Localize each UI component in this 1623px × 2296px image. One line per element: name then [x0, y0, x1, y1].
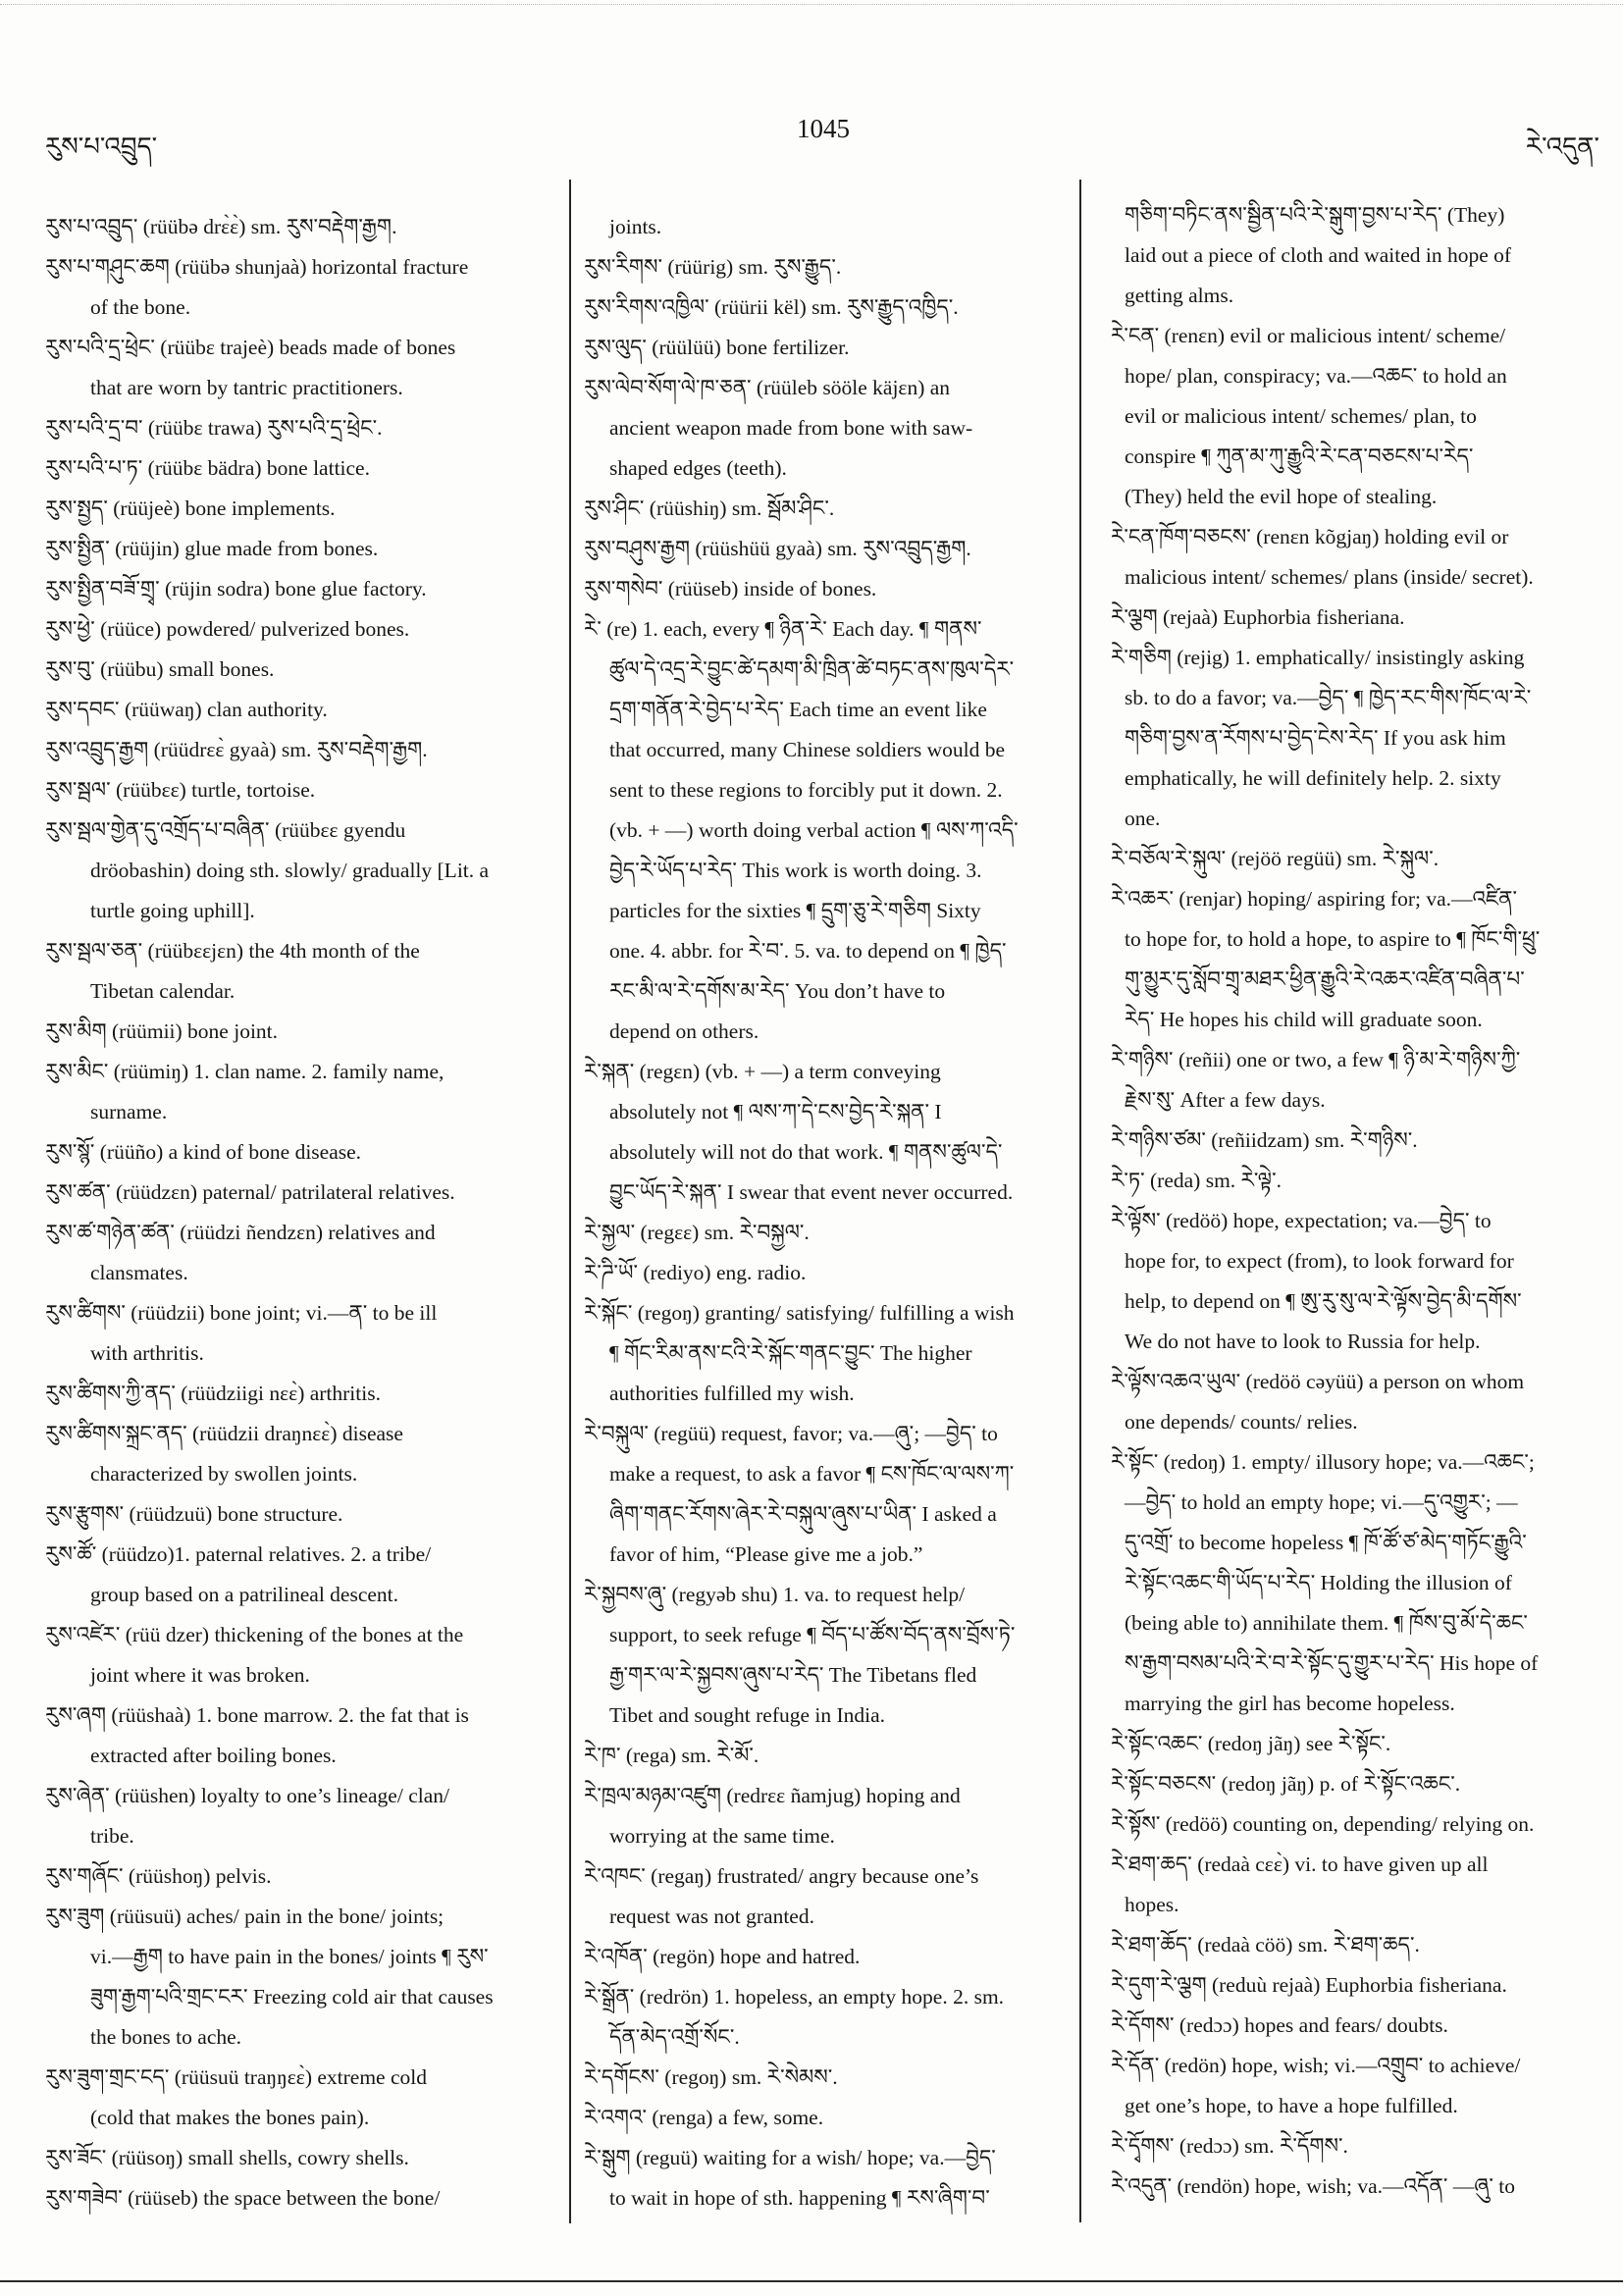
entry-continuation-line: evil or malicious intent/ schemes/ plan, to [1125, 404, 1477, 428]
entry-headword-line: རུས་འཛེར་ (rüü dzer) thickening of the bones at the [45, 1623, 464, 1646]
entry-headword-line: རེ་སྐྱབས་ཞུ་ (regyəb shu) 1. va. to request help/ [584, 1583, 966, 1606]
entry-headword-line: རུས་ཟུག (rüüsuü) aches/ pain in the bone/ joints; [45, 1905, 445, 1928]
dictionary-entry [45, 730, 559, 770]
entry-headword-line: རེ་སྒྲོན་ (redrön) 1. hopeless, an empty hope. 2. sm. [584, 1985, 1005, 2009]
entry-headword-line: རུས་དབང་ (rüüwaŋ) clan authority. [45, 698, 328, 721]
column-divider [1079, 180, 1081, 2222]
dictionary-entry [45, 690, 559, 730]
entry-continuation-line: joints. [609, 215, 662, 238]
entry-headword-line: རུས་གསེབ་ (rüüseb) inside of bones. [584, 577, 877, 600]
entry-headword-line: རེ་གཅིག (rejig) 1. emphatically/ insistingly asking [1111, 646, 1525, 669]
dictionary-entry [1111, 517, 1606, 598]
dictionary-entry [45, 2058, 559, 2138]
dictionary-entry [584, 1856, 1059, 1937]
entry-headword-line: རུས་མིང་ (rüümiŋ) 1. clan name. 2. family name, [45, 1060, 445, 1083]
entry-headword-line: རེ་བསྐུལ་ (regüü) request, favor; va.—ཞུ་; —བྱེད་ to [584, 1422, 998, 1445]
dictionary-entry [45, 1615, 559, 1696]
entry-headword-line: རུས་རྩུགས་ (rüüdzuü) bone structure. [45, 1502, 343, 1526]
entry-continuation-line: malicious intent/ schemes/ plans (inside/ secret). [1125, 565, 1534, 589]
entry-continuation-line: རང་མི་ལ་རེ་དགོས་མ་རེད་ You don’t have to [609, 979, 946, 1003]
entry-continuation-line: to hope for, to hold a hope, to aspire to ¶ ཁོང་གི་ཕྲུ་ [1125, 927, 1541, 951]
entry-continuation-line: marrying the girl has become hopeless. [1125, 1692, 1455, 1715]
entry-continuation-line: (being able to) annihilate them. ¶ ཁོས་བུ་མོ་དེ་ཆང་ [1125, 1611, 1528, 1635]
entry-continuation-line: emphatically, he will definitely help. 2. sixty [1125, 766, 1501, 790]
column-left [45, 207, 559, 2228]
entry-continuation-line: sb. to do a favor; va.—བྱེད་ ¶ ཁྱེད་རང་གིས་ཁོང་ལ་རེ་ [1125, 686, 1532, 709]
entry-headword-line: རུས་ཚིགས་ཀྱི་ནད་ (rüüdziigi nɛɛ̀) arthritis. [45, 1382, 381, 1405]
dictionary-entry [584, 1414, 1059, 1575]
entry-headword-line: རེ་ཏ་ (reda) sm. རེ་ལྟེ་. [1111, 1169, 1283, 1192]
dictionary-entry [1111, 1804, 1606, 1845]
entry-continuation-line: ཚུལ་དེ་འདྲ་རེ་བྱུང་ཚེ་དམག་མི་ཁྲིན་ཚེ་བཏང་ནས་ཁུལ་དེར་ [609, 657, 1015, 681]
dictionary-entry [1111, 2166, 1606, 2207]
entry-headword-line: རེ་འདུན་ (rendön) hope, wish; va.—འདོན་ —ཞུ་ to [1111, 2174, 1515, 2198]
entry-continuation-line: favor of him, “Please give me a job.” [609, 1542, 923, 1566]
entry-continuation-line: turtle going uphill]. [90, 899, 255, 922]
entry-continuation-line: that occurred, many Chinese soldiers would be [609, 738, 1006, 761]
entry-continuation-line: request was not granted. [609, 1905, 814, 1928]
dictionary-entry [1111, 879, 1606, 1040]
dictionary-entry [1111, 598, 1606, 638]
dictionary-entry [1111, 638, 1606, 839]
entry-headword-line: རུས་ཟོང་ (rüüsoŋ) small shells, cowry shells. [45, 2146, 409, 2169]
entry-headword-line: རེ་ཐག་ཆད་ (redaà cɛɛ̀) vi. to have given up all [1111, 1852, 1489, 1876]
dictionary-entry [45, 1535, 559, 1615]
dictionary-entry [584, 569, 1059, 609]
entry-continuation-line: getting alms. [1125, 284, 1234, 307]
entry-continuation-line: བྱེད་རེ་ཡོད་པ་རེད་ This work is worth doing. 3. [609, 859, 982, 882]
entry-headword-line: རུས་ལུད་ (rüülüü) bone fertilizer. [584, 336, 850, 359]
entry-continuation-line: hope/ plan, conspiracy; va.—འཆང་ to hold an [1125, 364, 1507, 388]
entry-continuation-line: དོན་མེད་འགྲོ་སོང་. [609, 2025, 740, 2049]
entry-continuation-line: to wait in hope of sth. happening ¶ རས་ཞིག་བ་ [609, 2186, 990, 2210]
entry-continuation-line: རྗེས་སུ་ After a few days. [1125, 1088, 1326, 1112]
entry-headword-line: རེ་གཉིས་ཙམ་ (reñiidzam) sm. རེ་གཉིས་. [1111, 1128, 1418, 1152]
entry-headword-line: རུས་ཟུག་གྲང་ངད་ (rüüsuü traŋŋɛɛ̀) extreme cold [45, 2065, 427, 2089]
entry-headword-line: རུས་པའི་པ་ཏ་ (rüübɛ bädra) bone lattice. [45, 456, 370, 480]
running-head-left: རུས་པ་འབྲུད་ [45, 132, 158, 161]
entry-continuation-line: extracted after boiling bones. [90, 1744, 337, 1767]
dictionary-entry [584, 1937, 1059, 1977]
entry-continuation-line: གཅིག་བཏིང་ནས་སྦྱིན་པའི་རེ་སྒུག་བྱས་པ་རེད་ (They) [1125, 203, 1505, 227]
entry-continuation-line: group based on a patrilineal descent. [90, 1583, 399, 1606]
column-right [1111, 195, 1606, 2217]
entry-headword-line: རེ་སྟོས་ (redöö) counting on, depending/ relying on. [1111, 1812, 1535, 1836]
entry-headword-line: རེ་འཁོན་ (regön) hope and hatred. [584, 1945, 861, 1968]
entry-headword-line: རུས་བུ་ (rüübu) small bones. [45, 657, 275, 681]
dictionary-entry [1111, 1925, 1606, 1965]
page-number: 1045 [797, 114, 850, 143]
entry-headword-line: རུས་ཞེན་ (rüüshen) loyalty to one’s lineage/ clan/ [45, 1784, 449, 1807]
entry-continuation-line: རྒྱ་གར་ལ་རེ་སྐྱབས་ཞུས་པ་རེད་ The Tibetans fled [609, 1663, 977, 1687]
entry-continuation-line: clansmates. [90, 1261, 188, 1284]
dictionary-entry [45, 931, 559, 1012]
dictionary-entry [45, 1132, 559, 1173]
entry-headword-line: རེ་འགའ་ (renga) a few, some. [584, 2106, 824, 2129]
entry-headword-line: རུས་པའི་དྲ་ཕྲེང་ (rüübɛ trajeè) beads made of bones [45, 336, 456, 359]
entry-continuation-line: worrying at the same time. [609, 1824, 835, 1848]
entry-continuation-line: authorities fulfilled my wish. [609, 1382, 855, 1405]
dictionary-entry [584, 1575, 1059, 1736]
entry-continuation-line: ཟུག་རྒྱག་པའི་གྲང་ངར་ Freezing cold air that causes [90, 1985, 494, 2009]
entry-continuation-line: vi.—རྒྱག to have pain in the bones/ joints ¶ རུས་ [90, 1945, 489, 1968]
dictionary-entry [45, 1293, 559, 1374]
entry-continuation-line: —བྱེད་ to hold an empty hope; vi.—དུ་འགྱུར་; — [1125, 1490, 1518, 1514]
dictionary-entry [45, 770, 559, 810]
dictionary-entry [1111, 1161, 1606, 1201]
dictionary-entry [45, 489, 559, 529]
column-middle [584, 207, 1059, 2228]
entry-headword-line: རེ་སྐོང་ (regoŋ) granting/ satisfying/ fulfilling a wish [584, 1301, 1015, 1325]
dictionary-entry [584, 2058, 1059, 2098]
column-divider [569, 180, 571, 2223]
continued-entry [1111, 195, 1606, 316]
entry-continuation-line: dröobashin) doing sth. slowly/ gradually [Lit. a [90, 859, 490, 882]
dictionary-entry [1111, 1724, 1606, 1764]
dictionary-entry [45, 529, 559, 569]
dictionary-entry [584, 2098, 1059, 2138]
dictionary-entry [45, 1173, 559, 1213]
dictionary-entry [584, 1977, 1059, 2058]
entry-continuation-line: support, to seek refuge ¶ བོད་པ་ཚོས་བོད་ནས་བྲོས་ཏེ་ [609, 1623, 1016, 1646]
dictionary-entry [584, 1213, 1059, 1253]
dictionary-entry [1111, 1442, 1606, 1724]
dictionary-entry [1111, 839, 1606, 879]
dictionary-entry [45, 448, 559, 489]
entry-headword-line: རེ་སྟོང་བཅངས་ (redoŋ jãŋ) p. of རེ་སྟོང་འཆང་. [1111, 1772, 1461, 1796]
dictionary-entry [45, 1776, 559, 1856]
entry-headword-line: རུས་ལེབ་སོག་ལེ་ཁ་ཅན་ (rüüleb sööle käjɛn) an [584, 376, 951, 399]
entry-continuation-line: conspire ¶ ཀུན་མ་ཀུ་རྒྱུའི་རེ་ངན་བཅངས་པ་རེད་ [1125, 444, 1474, 468]
entry-headword-line: རེ་སྐྱལ་ (regɛɛ) sm. རེ་བསྐྱལ་. [584, 1221, 810, 1244]
entry-continuation-line: རེ་སྟོང་འཆང་གི་ཡོད་པ་རེད་ Holding the illusion of [1125, 1571, 1512, 1594]
scan-edge-top [0, 4, 1623, 5]
entry-headword-line: རུས་ཤིང་ (rüüshiŋ) sm. སྦོམ་ཤིང་. [584, 496, 835, 520]
entry-continuation-line: with arthritis. [90, 1341, 204, 1365]
dictionary-entry [1111, 316, 1606, 517]
dictionary-entry [584, 1293, 1059, 1414]
entry-headword-line: རུས་མིག (rüümii) bone joint. [45, 1019, 279, 1043]
dictionary-entry [45, 1213, 559, 1293]
dictionary-entry [584, 2138, 1059, 2218]
entry-headword-line: རེ་ངན་ཁོག་བཅངས་ (renɛn kõgjaŋ) holding evil or [1111, 525, 1509, 548]
entry-headword-line: རེ་བཅོལ་རེ་སྐུལ་ (rejöö regüü) sm. རེ་སྐུལ་. [1111, 847, 1440, 870]
dictionary-entry [1111, 1201, 1606, 1362]
entry-headword-line: རུས་སྦལ་ཅན་ (rüübɛɛjɛn) the 4th month of the [45, 939, 420, 963]
dictionary-entry [584, 1736, 1059, 1776]
entry-continuation-line: (They) held the evil hope of stealing. [1125, 485, 1438, 508]
entry-headword-line: རེ་ལྟོས་ (redöö) hope, expectation; va.—བྱེད་ to [1111, 1209, 1492, 1232]
dictionary-entry [45, 328, 559, 408]
entry-continuation-line: རེད་ He hopes his child will graduate soon. [1125, 1008, 1483, 1031]
dictionary-entry [584, 1052, 1059, 1213]
dictionary-entry [1111, 1040, 1606, 1121]
entry-continuation-line: of the bone. [90, 295, 191, 319]
entry-headword-line: རུས་པ་གཤུང་ཆག (rüübə shunjaà) horizontal fracture [45, 255, 469, 279]
entry-continuation-line: We do not have to look to Russia for help. [1125, 1330, 1481, 1353]
entry-headword-line: རུས་ཚོ་ (rüüdzo)1. paternal relatives. 2. a tribe/ [45, 1542, 432, 1566]
entry-continuation-line: joint where it was broken. [90, 1663, 310, 1687]
entry-headword-line: རུས་སྤྱིན་བཟོ་གྲྭ་ (rüjin sodra) bone glue factory. [45, 577, 427, 600]
dictionary-entry [45, 207, 559, 247]
dictionary-entry [45, 1012, 559, 1052]
entry-continuation-line: particles for the sixties ¶ དྲུག་ཅུ་རེ་གཅིག Sixty [609, 899, 981, 922]
dictionary-entry [584, 529, 1059, 569]
entry-headword-line: རུས་སྦལ་ (rüübɛɛ) turtle, tortoise. [45, 778, 316, 802]
entry-continuation-line: get one’s hope, to have a hope fulfilled. [1125, 2094, 1458, 2117]
dictionary-entry [45, 1856, 559, 1897]
entry-headword-line: རེ་ཁ་ (rega) sm. རེ་མོ་. [584, 1744, 759, 1767]
entry-continuation-line: དུ་འགྲོ་ to become hopeless ¶ ཁོ་ཚོ་ཙ་མེད་གཏོང་རྒྱུའི་ [1125, 1531, 1527, 1554]
entry-headword-line: རུས་སྤྱིན་ (rüüjin) glue made from bones. [45, 537, 379, 560]
entry-headword-line: རུས་བཤུས་རྒྱག (rüüshüü gyaà) sm. རུས་འབྲུད་རྒྱག. [584, 537, 971, 560]
entry-headword-line: རེ་སྟོང་ (redoŋ) 1. empty/ illusory hope; va.—འཆང་; [1111, 1450, 1535, 1474]
dictionary-entry [1111, 1121, 1606, 1161]
entry-continuation-line: ས་རྒྱག་བསམ་པའི་རེ་བ་རེ་སྟོང་དུ་གྱུར་པ་རེད་ His hope of [1125, 1651, 1539, 1675]
entry-continuation-line: ཞིག་གནང་རོགས་ཞེར་རེ་བསྐུལ་ཞུས་པ་ཡིན་ I asked a [609, 1502, 997, 1526]
entry-continuation-line: hope for, to expect (from), to look forward for [1125, 1249, 1514, 1273]
dictionary-entry [45, 609, 559, 650]
dictionary-entry [1111, 1965, 1606, 2006]
entry-headword-line: རུས་རིགས་འཁྱིལ་ (rüürii kël) sm. རུས་རྒྱུད་འཁྱིད་. [584, 295, 959, 319]
entry-headword-line: རེ་དྭོགས་ (redɔɔ) sm. རེ་དོགས་. [1111, 2134, 1348, 2158]
entry-headword-line: རེ་ལྕག (rejaà) Euphorbia fisheriana. [1111, 605, 1405, 629]
entry-headword-line: རེ་སྐན་ (regɛn) (vb. + —) a term conveying [584, 1060, 941, 1083]
entry-headword-line: རུས་འབྲུད་རྒྱག (rüüdrɛɛ̀ gyaà) sm. རུས་བརྡེག་རྒྱག. [45, 738, 428, 761]
dictionary-entry [1111, 2126, 1606, 2166]
running-head-right: རེ་འདུན་ [1525, 132, 1599, 161]
dictionary-entry [45, 408, 559, 448]
entry-headword-line: རེ་གཉིས་ (reñii) one or two, a few ¶ ཉི་མ་རེ་གཉིས་ཀྱི་ [1111, 1048, 1521, 1071]
entry-continuation-line: ancient weapon made from bone with saw- [609, 416, 973, 440]
dictionary-entry [45, 810, 559, 931]
entry-headword-line: རེ་དོན་ (redön) hope, wish; vi.—འགྲུབ་ to achieve/ [1111, 2054, 1521, 2077]
entry-headword-line: རུས་རིགས་ (rüürig) sm. རུས་རྒྱུད་. [584, 255, 842, 279]
dictionary-entry [584, 1776, 1059, 1856]
entry-continuation-line: དྲག་གནོན་རེ་བྱེད་པ་རེད་ Each time an event like [609, 698, 987, 721]
entry-continuation-line: one. 4. abbr. for རེ་བ་. 5. va. to depend on ¶ ཁྱེད་ [609, 939, 1007, 963]
entry-headword-line: རེ་དགོངས་ (regoŋ) sm. རེ་སེམས་. [584, 2065, 838, 2089]
entry-continuation-line: བྱུང་ཡོད་རེ་སྐན་ I swear that event never occurred. [609, 1180, 1014, 1204]
entry-continuation-line: absolutely will not do that work. ¶ གནས་ཚུལ་དེ་ [609, 1140, 1003, 1164]
entry-headword-line: རུས་ཚིགས་སྐྲང་ནད་ (rüüdzii draŋnɛɛ̀) disease [45, 1422, 403, 1445]
dictionary-entry [45, 1414, 559, 1494]
entry-continuation-line: depend on others. [609, 1019, 759, 1043]
entry-continuation-line: Tibetan calendar. [90, 979, 236, 1003]
dictionary-entry [584, 368, 1059, 489]
entry-continuation-line: sent to these regions to forcibly put it down. 2. [609, 778, 1003, 802]
dictionary-entry [584, 489, 1059, 529]
entry-continuation-line: shaped edges (teeth). [609, 456, 787, 480]
entry-headword-line: རུས་ཚིགས་ (rüüdzii) bone joint; vi.—ན་ to be ill [45, 1301, 438, 1325]
entry-continuation-line: (cold that makes the bones pain). [90, 2106, 370, 2129]
entry-continuation-line: tribe. [90, 1824, 134, 1848]
entry-continuation-line: that are worn by tantric practitioners. [90, 376, 403, 399]
entry-headword-line: རུས་གཞོང་ (rüüshoŋ) pelvis. [45, 1864, 272, 1888]
dictionary-entry [1111, 1764, 1606, 1804]
entry-headword-line: རུས་ཕྱེ་ (rüüce) powdered/ pulverized bones. [45, 617, 410, 641]
dictionary-entry [45, 247, 559, 328]
continued-entry [584, 207, 1059, 247]
entry-headword-line: རེ་ཌི་ཡོ་ (rediyo) eng. radio. [584, 1261, 807, 1284]
entry-continuation-line: surname. [90, 1100, 168, 1123]
entry-headword-line: རེ་དུག་རེ་ལྕག (reduù rejaà) Euphorbia fisheriana. [1111, 1973, 1507, 1997]
scan-edge-bottom [0, 2280, 1623, 2282]
entry-headword-line: རུས་ཚན་ (rüüdzɛn) paternal/ patrilateral relatives. [45, 1180, 455, 1204]
entry-headword-line: རེ་སྒུག (reguü) waiting for a wish/ hope; va.—བྱེད་ [584, 2146, 996, 2169]
dictionary-entry [45, 1052, 559, 1132]
dictionary-entry [45, 2138, 559, 2178]
entry-headword-line: རུས་ཚ་གཉེན་ཚན་ (rüüdzi ñendzɛn) relatives and [45, 1221, 436, 1244]
entry-headword-line: རེ་ཁྲལ་མཉམ་འཛུག (redrɛɛ ñamjug) hoping and [584, 1784, 961, 1807]
entry-headword-line: རུས་སྙོ་ (rüüño) a kind of bone disease. [45, 1140, 362, 1164]
entry-headword-line: རུས་སྦལ་གྱེན་དུ་འགྲོད་པ་བཞིན་ (rüübɛɛ gyendu [45, 818, 406, 842]
entry-continuation-line: the bones to ache. [90, 2025, 242, 2049]
entry-headword-line: རུས་པ་འབྲུད་ (rüübə drɛ̀ɛ̀) sm. རུས་བརྡེག་རྒྱག. [45, 215, 397, 238]
entry-headword-line: རེ་ངན་ (renɛn) evil or malicious intent/ scheme/ [1111, 324, 1506, 347]
dictionary-entry [45, 1897, 559, 2058]
entry-continuation-line: ¶ གོང་རིམ་ནས་ངའི་རེ་སྐོང་གནང་བྱུང་ The higher [609, 1341, 972, 1365]
dictionary-entry [1111, 1845, 1606, 1925]
entry-continuation-line: help, to depend on ¶ ཨུ་རུ་སུ་ལ་རེ་ལྟོས་བྱེད་མི་དགོས་ [1125, 1289, 1522, 1313]
dictionary-entry [1111, 2046, 1606, 2126]
dictionary-entry [45, 569, 559, 609]
entry-continuation-line: characterized by swollen joints. [90, 1462, 358, 1486]
entry-headword-line: རེ་འཆར་ (renjar) hoping/ aspiring for; va.—འཛིན་ [1111, 887, 1518, 911]
entry-continuation-line: གཅིག་བྱས་ན་རོགས་པ་བྱེད་ངེས་རེད་ If you ask him [1125, 726, 1506, 750]
entry-continuation-line: one. [1125, 807, 1161, 830]
entry-continuation-line: (vb. + —) worth doing verbal action ¶ ལས་ཀ་འདི་ [609, 818, 1019, 842]
dictionary-entry [45, 2178, 559, 2218]
entry-headword-line: རུས་སྤྱད་ (rüüjeè) bone implements. [45, 496, 336, 520]
entry-headword-line: རེ་འཁང་ (regaŋ) frustrated/ angry because one’s [584, 1864, 979, 1888]
entry-continuation-line: Tibet and sought refuge in India. [609, 1703, 886, 1727]
entry-headword-line: རེ་ཐག་ཆོད་ (redaà cöö) sm. རེ་ཐག་ཆད་. [1111, 1933, 1420, 1957]
entry-continuation-line: one depends/ counts/ relies. [1125, 1410, 1358, 1434]
dictionary-entry [584, 328, 1059, 368]
entry-continuation-line: absolutely not ¶ ལས་ཀ་དེ་ངས་བྱེད་རེ་སྐན་ I [609, 1100, 942, 1123]
entry-headword-line: རུས་ཞག (rüüshaà) 1. bone marrow. 2. the fat that is [45, 1703, 469, 1727]
entry-continuation-line: གུ་མྱུར་དུ་སློབ་གྲྭ་མཐར་ཕྱིན་རྒྱུའི་རེ་འཆར་འཛིན་བཞིན་པ་ [1125, 967, 1525, 991]
dictionary-entry [45, 650, 559, 690]
dictionary-entry [584, 287, 1059, 328]
entry-headword-line: རེ་དོགས་ (redɔɔ) hopes and fears/ doubts. [1111, 2013, 1448, 2037]
dictionary-entry [1111, 1362, 1606, 1442]
dictionary-entry [45, 1696, 559, 1776]
entry-headword-line: རེ་ (re) 1. each, every ¶ ཉིན་རེ་ Each day. ¶ གནས་ [584, 617, 982, 641]
dictionary-entry [584, 1253, 1059, 1293]
entry-continuation-line: laid out a piece of cloth and waited in hope of [1125, 243, 1512, 267]
dictionary-entry [584, 609, 1059, 1052]
entry-headword-line: རུས་པའི་དྲ་བ་ (rüübɛ trawa) རུས་པའི་དྲ་ཕྲེང་. [45, 416, 383, 440]
dictionary-entry [45, 1374, 559, 1414]
dictionary-entry [1111, 2006, 1606, 2046]
dictionary-entry [584, 247, 1059, 287]
entry-continuation-line: hopes. [1125, 1893, 1179, 1916]
entry-continuation-line: make a request, to ask a favor ¶ ངས་ཁོང་ལ་ལས་ཀ་ [609, 1462, 1015, 1486]
entry-headword-line: རེ་སྟོང་འཆང་ (redoŋ jãŋ) see རེ་སྟོང་. [1111, 1732, 1391, 1755]
dictionary-entry [45, 1494, 559, 1535]
entry-headword-line: རེ་ལྟོས་འཆའ་ཡུལ་ (redöö cəyüü) a person on whom [1111, 1370, 1525, 1393]
entry-headword-line: རུས་གཟེབ་ (rüüseb) the space between the bone/ [45, 2186, 441, 2210]
